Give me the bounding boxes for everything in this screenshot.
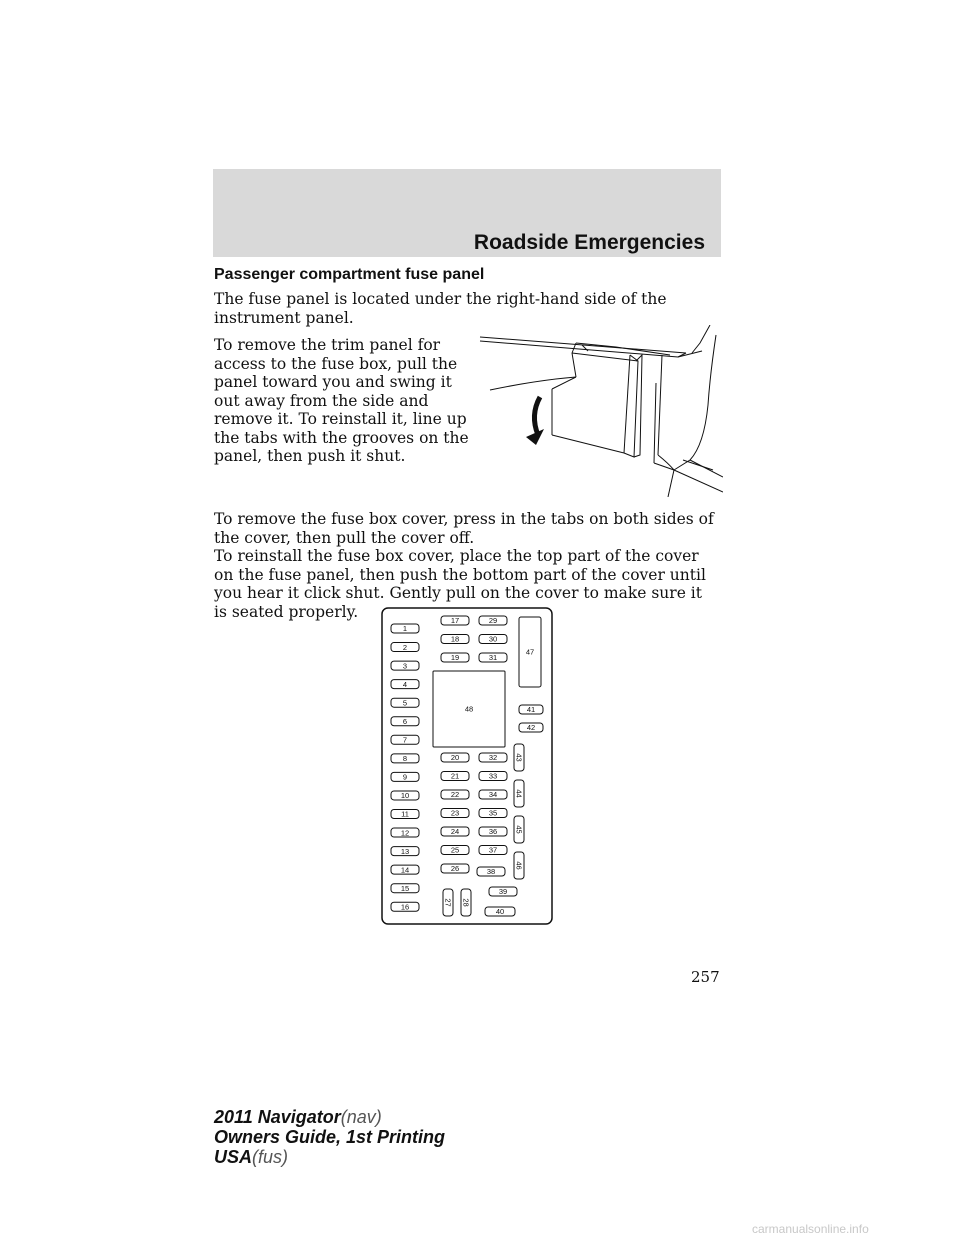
paragraph-reinstall-cover: To reinstall the fuse box cover, place the top part of the cover on the fuse panel, then push the bottom part of the cover until you hear it click shut. Gently pull on the cover to make sure it is seated properly.	[214, 547, 706, 621]
fuse-29	[479, 616, 507, 625]
fuse-14	[391, 865, 419, 874]
svg-text:4: 4	[402, 679, 408, 689]
fuse-13	[391, 847, 419, 856]
svg-text:38: 38	[486, 867, 496, 877]
trim-panel-illustration	[478, 325, 723, 497]
fuse-36	[479, 827, 507, 836]
svg-text:41: 41	[526, 705, 536, 715]
fuse-5	[391, 698, 419, 707]
fuse-2	[391, 643, 419, 652]
paragraph-trim-panel: To remove the trim panel for access to the fuse box, pull the panel toward you and swing it out away from the side and remove it. To reinstall it, line up the tabs with the grooves on the panel, then push it shut.	[214, 336, 469, 465]
svg-text:12: 12	[400, 828, 410, 838]
fuse-19	[441, 653, 469, 662]
svg-text:36: 36	[488, 827, 498, 837]
svg-text:8: 8	[402, 754, 408, 764]
fuse-33	[479, 772, 507, 781]
paragraph-remove-cover: To remove the fuse box cover, press in the tabs on both sides of the cover, then pull the cover off.	[214, 510, 714, 547]
fuse-28	[461, 889, 471, 916]
svg-text:3: 3	[402, 661, 408, 671]
fuse-16	[391, 902, 419, 911]
fuse-38	[477, 867, 505, 876]
svg-text:18: 18	[450, 634, 460, 644]
svg-text:43: 43	[514, 753, 524, 762]
footer-model-code: (nav)	[340, 1107, 382, 1127]
svg-text:22: 22	[450, 790, 460, 800]
fuse-24	[441, 827, 469, 836]
paragraph-location: The fuse panel is located under the right-hand side of the instrument panel.	[214, 290, 667, 327]
fuse-22	[441, 790, 469, 799]
svg-text:20: 20	[450, 753, 460, 763]
chapter-title: Roadside Emergencies	[473, 231, 705, 254]
svg-text:40: 40	[495, 907, 505, 917]
svg-text:6: 6	[402, 716, 408, 726]
fuse-15	[391, 884, 419, 893]
svg-text:27: 27	[443, 898, 453, 907]
svg-text:31: 31	[488, 653, 498, 663]
fuse-35	[479, 809, 507, 818]
fuse-10	[391, 791, 419, 800]
svg-text:30: 30	[488, 634, 498, 644]
fuse-48	[433, 671, 505, 747]
fuse-46	[514, 852, 524, 879]
fuse-39	[489, 887, 517, 896]
svg-text:2: 2	[402, 642, 408, 652]
svg-text:24: 24	[450, 827, 460, 837]
watermark: carmanualsonline.info	[752, 1222, 869, 1236]
svg-text:17: 17	[450, 616, 460, 626]
page-number: 257	[691, 968, 720, 986]
svg-text:19: 19	[450, 653, 460, 663]
fuse-11	[391, 810, 419, 819]
svg-text:46: 46	[514, 861, 524, 870]
svg-text:47: 47	[525, 647, 535, 657]
svg-text:5: 5	[402, 698, 408, 708]
fuse-45	[514, 816, 524, 843]
svg-text:32: 32	[488, 753, 498, 763]
footer-market-code: (fus)	[252, 1147, 289, 1167]
fuse-43	[514, 744, 524, 771]
fuse-25	[441, 846, 469, 855]
fuse-12	[391, 828, 419, 837]
svg-text:9: 9	[402, 772, 408, 782]
fuse-31	[479, 653, 507, 662]
svg-text:13: 13	[400, 846, 410, 856]
fuse-20	[441, 753, 469, 762]
svg-text:25: 25	[450, 845, 460, 855]
svg-text:1: 1	[402, 624, 408, 634]
svg-text:11: 11	[401, 809, 409, 819]
fuse-34	[479, 790, 507, 799]
fuse-4	[391, 680, 419, 689]
fuse-44	[514, 780, 524, 807]
svg-text:21: 21	[450, 771, 460, 781]
svg-text:26: 26	[450, 864, 460, 874]
fuse-1	[391, 624, 419, 633]
svg-text:7: 7	[402, 735, 408, 745]
fuse-27	[443, 889, 453, 916]
fuse-8	[391, 754, 419, 763]
fuse-7	[391, 735, 419, 744]
fuse-40	[485, 907, 515, 916]
svg-text:16: 16	[400, 902, 410, 912]
fuse-42	[519, 723, 543, 732]
svg-text:33: 33	[488, 771, 498, 781]
svg-text:48: 48	[464, 704, 474, 714]
fuse-41	[519, 705, 543, 714]
fuse-47	[519, 617, 541, 687]
fuse-17	[441, 616, 469, 625]
fuse-30	[479, 635, 507, 644]
svg-text:39: 39	[498, 887, 508, 897]
section-heading: Passenger compartment fuse panel	[214, 266, 485, 283]
header-band	[213, 169, 721, 257]
fuse-26	[441, 864, 469, 873]
svg-text:14: 14	[400, 865, 410, 875]
svg-text:34: 34	[488, 790, 498, 800]
svg-text:10: 10	[400, 791, 410, 801]
svg-text:15: 15	[400, 883, 410, 893]
footer-model: 2011 Navigator	[214, 1107, 341, 1127]
fuse-37	[479, 846, 507, 855]
svg-text:28: 28	[461, 898, 471, 907]
fuse-panel-diagram	[381, 607, 553, 925]
svg-text:44: 44	[514, 789, 524, 798]
svg-text:37: 37	[488, 845, 498, 855]
svg-text:29: 29	[488, 616, 498, 626]
fuse-6	[391, 717, 419, 726]
fuse-18	[441, 635, 469, 644]
fuse-3	[391, 661, 419, 670]
svg-text:23: 23	[450, 808, 460, 818]
fuse-23	[441, 809, 469, 818]
fuse-32	[479, 753, 507, 762]
svg-text:35: 35	[488, 808, 498, 818]
footer	[214, 1107, 445, 1167]
svg-text:42: 42	[526, 723, 536, 733]
fuse-21	[441, 772, 469, 781]
footer-market: USA	[214, 1147, 253, 1167]
fuse-9	[391, 772, 419, 781]
svg-text:45: 45	[514, 825, 524, 834]
footer-guide: Owners Guide, 1st Printing	[214, 1127, 446, 1147]
